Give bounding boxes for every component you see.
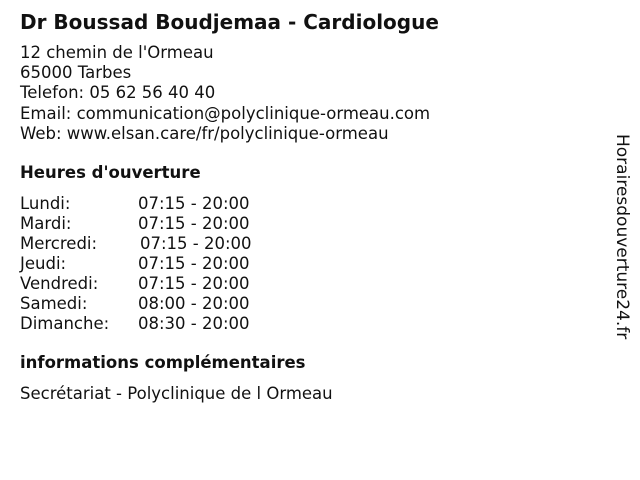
hours-row-friday <box>20 274 280 294</box>
additional-info-text: Secrétariat - Polyclinique de l Ormeau <box>20 384 333 403</box>
contact-block <box>20 43 430 144</box>
hours-row-thursday <box>20 254 280 274</box>
day-label: Jeudi: <box>20 254 67 273</box>
time-range: 07:15 - 20:00 <box>140 234 252 253</box>
opening-hours-table <box>20 194 280 334</box>
address-city: 65000 Tarbes <box>20 63 132 83</box>
page-title: Dr Boussad Boudjemaa - Cardiologue <box>20 10 439 34</box>
email-line: Email: communication@polyclinique-ormeau.com <box>20 103 431 123</box>
hours-row-saturday <box>20 294 280 314</box>
hours-row-monday <box>20 194 280 214</box>
site-watermark: Horairesdouverture24.fr <box>612 134 632 340</box>
phone-line: Telefon: 05 62 56 40 40 <box>20 83 216 103</box>
time-range: 07:15 - 20:00 <box>138 214 250 233</box>
hours-row-tuesday <box>20 214 280 234</box>
day-label: Samedi: <box>20 294 88 313</box>
day-label: Mardi: <box>20 214 72 233</box>
time-range: 07:15 - 20:00 <box>138 274 250 293</box>
hours-row-sunday <box>20 314 280 334</box>
hours-row-wednesday <box>20 234 280 254</box>
additional-info-heading: informations complémentaires <box>20 353 306 372</box>
time-range: 07:15 - 20:00 <box>138 254 250 273</box>
address-street: 12 chemin de l'Ormeau <box>20 43 214 62</box>
time-range: 08:30 - 20:00 <box>138 314 250 333</box>
time-range: 07:15 - 20:00 <box>138 194 250 213</box>
day-label: Lundi: <box>20 194 71 213</box>
day-label: Mercredi: <box>20 234 98 253</box>
opening-hours-heading: Heures d'ouverture <box>20 163 201 182</box>
day-label: Dimanche: <box>20 314 110 333</box>
day-label: Vendredi: <box>20 274 99 293</box>
web-line: Web: www.elsan.care/fr/polyclinique-ormeau <box>20 123 389 143</box>
time-range: 08:00 - 20:00 <box>138 294 250 313</box>
